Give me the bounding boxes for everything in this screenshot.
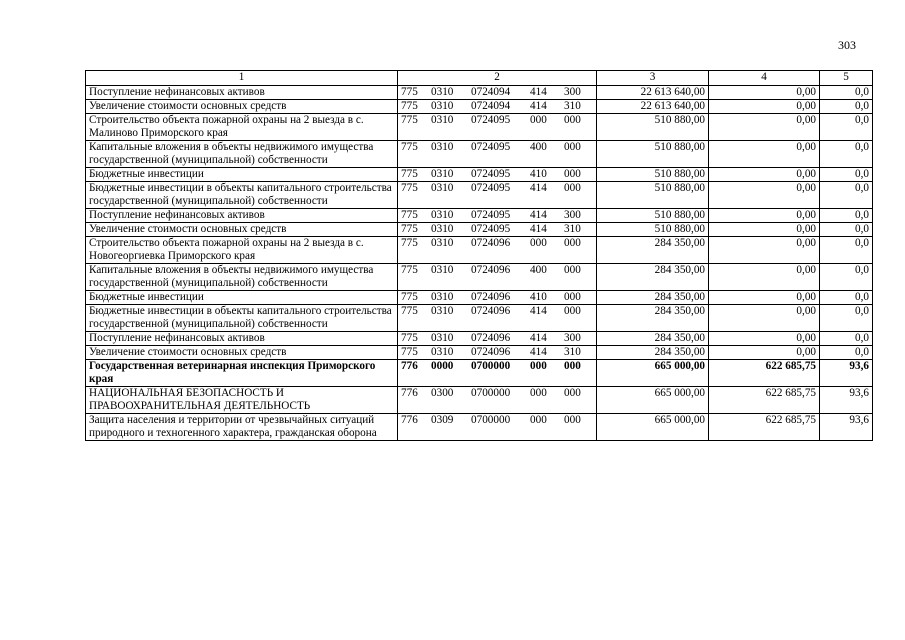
actual-amount: 0,00 <box>709 237 820 264</box>
classification-codes <box>398 86 597 100</box>
classification-codes <box>398 264 597 291</box>
classification-codes <box>398 360 597 387</box>
classification-codes <box>398 182 597 209</box>
code-value: 0724095 <box>471 114 511 126</box>
code-value: 414 <box>530 209 547 221</box>
code-value: 414 <box>530 86 547 98</box>
code-value: 0310 <box>431 346 454 358</box>
classification-codes <box>398 223 597 237</box>
code-value: 000 <box>564 237 581 249</box>
code-value: 000 <box>530 114 547 126</box>
table-row <box>86 209 873 223</box>
actual-amount: 622 685,75 <box>709 414 820 441</box>
planned-amount: 510 880,00 <box>597 209 709 223</box>
code-value: 0724095 <box>471 209 511 221</box>
planned-amount: 284 350,00 <box>597 291 709 305</box>
planned-amount: 284 350,00 <box>597 305 709 332</box>
planned-amount: 284 350,00 <box>597 346 709 360</box>
code-value: 414 <box>530 100 547 112</box>
code-value: 000 <box>530 360 547 372</box>
code-value: 000 <box>564 264 581 276</box>
execution-percent: 0,0 <box>820 182 873 209</box>
code-value: 0700000 <box>471 360 511 372</box>
code-value: 0310 <box>431 86 454 98</box>
planned-amount: 510 880,00 <box>597 141 709 168</box>
code-value: 000 <box>530 414 547 426</box>
table-row <box>86 305 873 332</box>
code-value: 0724095 <box>471 223 511 235</box>
execution-percent: 0,0 <box>820 86 873 100</box>
row-name: Строительство объекта пожарной охраны на 2 выезда в с. Малиново Приморского края <box>86 114 398 141</box>
execution-percent: 0,0 <box>820 332 873 346</box>
row-name: Бюджетные инвестиции в объекты капитального строительства государственной (муниципальной) собственности <box>86 305 398 332</box>
code-value: 0724096 <box>471 291 511 303</box>
code-value: 775 <box>401 209 418 221</box>
actual-amount: 0,00 <box>709 332 820 346</box>
execution-percent: 0,0 <box>820 346 873 360</box>
classification-codes <box>398 346 597 360</box>
execution-percent: 93,6 <box>820 387 873 414</box>
code-value: 414 <box>530 332 547 344</box>
execution-percent: 0,0 <box>820 141 873 168</box>
planned-amount: 510 880,00 <box>597 168 709 182</box>
planned-amount: 665 000,00 <box>597 387 709 414</box>
code-value: 400 <box>530 264 547 276</box>
code-value: 0724096 <box>471 305 511 317</box>
row-name: Государственная ветеринарная инспекция Приморского края <box>86 360 398 387</box>
table-row <box>86 100 873 114</box>
row-name: Увеличение стоимости основных средств <box>86 223 398 237</box>
code-value: 775 <box>401 100 418 112</box>
row-name: Поступление нефинансовых активов <box>86 332 398 346</box>
code-value: 775 <box>401 305 418 317</box>
planned-amount: 284 350,00 <box>597 264 709 291</box>
code-value: 0724096 <box>471 264 511 276</box>
code-value: 0310 <box>431 291 454 303</box>
table-row <box>86 182 873 209</box>
row-name: Капитальные вложения в объекты недвижимого имущества государственной (муниципальной) собственности <box>86 264 398 291</box>
row-name: Бюджетные инвестиции <box>86 168 398 182</box>
classification-codes <box>398 209 597 223</box>
actual-amount: 0,00 <box>709 264 820 291</box>
code-value: 000 <box>564 291 581 303</box>
actual-amount: 0,00 <box>709 114 820 141</box>
code-value: 0310 <box>431 182 454 194</box>
code-value: 414 <box>530 346 547 358</box>
code-value: 0724095 <box>471 168 511 180</box>
code-value: 0310 <box>431 168 454 180</box>
classification-codes <box>398 305 597 332</box>
code-value: 0724094 <box>471 86 511 98</box>
actual-amount: 0,00 <box>709 291 820 305</box>
code-value: 414 <box>530 305 547 317</box>
planned-amount: 510 880,00 <box>597 223 709 237</box>
execution-percent: 0,0 <box>820 100 873 114</box>
code-value: 0300 <box>431 387 454 399</box>
classification-codes <box>398 114 597 141</box>
code-value: 0700000 <box>471 387 511 399</box>
code-value: 0724096 <box>471 332 511 344</box>
actual-amount: 0,00 <box>709 223 820 237</box>
code-value: 775 <box>401 237 418 249</box>
actual-amount: 0,00 <box>709 305 820 332</box>
code-value: 310 <box>564 346 581 358</box>
execution-percent: 93,6 <box>820 414 873 441</box>
code-value: 300 <box>564 332 581 344</box>
actual-amount: 0,00 <box>709 182 820 209</box>
code-value: 0310 <box>431 114 454 126</box>
row-name: Бюджетные инвестиции в объекты капитального строительства государственной (муниципальной) собственности <box>86 182 398 209</box>
code-value: 000 <box>564 168 581 180</box>
row-name: Строительство объекта пожарной охраны на 2 выезда в с. Новогеоргиевка Приморского края <box>86 237 398 264</box>
classification-codes <box>398 414 597 441</box>
table-row <box>86 291 873 305</box>
code-value: 0724094 <box>471 100 511 112</box>
code-value: 775 <box>401 291 418 303</box>
classification-codes <box>398 237 597 264</box>
code-value: 0000 <box>431 360 454 372</box>
code-value: 410 <box>530 168 547 180</box>
table-row <box>86 223 873 237</box>
code-value: 000 <box>564 387 581 399</box>
execution-percent: 0,0 <box>820 291 873 305</box>
execution-percent: 0,0 <box>820 114 873 141</box>
row-name: Защита населения и территории от чрезвычайных ситуаций природного и техногенного характера, гражданская оборона <box>86 414 398 441</box>
actual-amount: 0,00 <box>709 141 820 168</box>
code-value: 000 <box>564 305 581 317</box>
classification-codes <box>398 332 597 346</box>
classification-codes <box>398 141 597 168</box>
execution-percent: 0,0 <box>820 305 873 332</box>
planned-amount: 510 880,00 <box>597 114 709 141</box>
code-value: 414 <box>530 182 547 194</box>
code-value: 0724096 <box>471 237 511 249</box>
code-value: 000 <box>564 114 581 126</box>
row-name: Увеличение стоимости основных средств <box>86 346 398 360</box>
row-name: Увеличение стоимости основных средств <box>86 100 398 114</box>
code-value: 0310 <box>431 209 454 221</box>
execution-percent: 0,0 <box>820 264 873 291</box>
table-row <box>86 141 873 168</box>
planned-amount: 510 880,00 <box>597 182 709 209</box>
planned-amount: 284 350,00 <box>597 332 709 346</box>
actual-amount: 0,00 <box>709 346 820 360</box>
table-row <box>86 387 873 414</box>
code-value: 400 <box>530 141 547 153</box>
execution-percent: 0,0 <box>820 168 873 182</box>
table-row <box>86 237 873 264</box>
actual-amount: 0,00 <box>709 86 820 100</box>
code-value: 775 <box>401 346 418 358</box>
classification-codes <box>398 291 597 305</box>
planned-amount: 284 350,00 <box>597 237 709 264</box>
planned-amount: 665 000,00 <box>597 360 709 387</box>
code-value: 000 <box>530 387 547 399</box>
row-name: Капитальные вложения в объекты недвижимого имущества государственной (муниципальной) собственности <box>86 141 398 168</box>
column-number-row <box>86 71 873 86</box>
code-value: 414 <box>530 223 547 235</box>
page-number: 303 <box>838 38 856 52</box>
classification-codes <box>398 100 597 114</box>
code-value: 776 <box>401 387 418 399</box>
planned-amount: 22 613 640,00 <box>597 86 709 100</box>
classification-codes <box>398 387 597 414</box>
code-value: 775 <box>401 86 418 98</box>
table-row <box>86 414 873 441</box>
code-value: 0309 <box>431 414 454 426</box>
code-value: 775 <box>401 141 418 153</box>
table-row <box>86 114 873 141</box>
table-row <box>86 168 873 182</box>
code-value: 0310 <box>431 100 454 112</box>
table-row <box>86 86 873 100</box>
code-value: 0310 <box>431 332 454 344</box>
code-value: 310 <box>564 223 581 235</box>
execution-percent: 0,0 <box>820 237 873 264</box>
planned-amount: 665 000,00 <box>597 414 709 441</box>
planned-amount: 22 613 640,00 <box>597 100 709 114</box>
execution-percent: 0,0 <box>820 223 873 237</box>
code-value: 775 <box>401 332 418 344</box>
code-value: 775 <box>401 223 418 235</box>
actual-amount: 0,00 <box>709 209 820 223</box>
actual-amount: 0,00 <box>709 100 820 114</box>
column-header: 5 <box>820 71 873 86</box>
execution-percent: 93,6 <box>820 360 873 387</box>
code-value: 0310 <box>431 305 454 317</box>
row-name: Поступление нефинансовых активов <box>86 86 398 100</box>
code-value: 300 <box>564 209 581 221</box>
code-value: 775 <box>401 182 418 194</box>
budget-table <box>85 70 873 441</box>
column-header: 1 <box>86 71 398 86</box>
code-value: 000 <box>564 141 581 153</box>
code-value: 0310 <box>431 223 454 235</box>
code-value: 0724096 <box>471 346 511 358</box>
code-value: 310 <box>564 100 581 112</box>
code-value: 0310 <box>431 141 454 153</box>
column-header: 3 <box>597 71 709 86</box>
code-value: 000 <box>564 360 581 372</box>
code-value: 0700000 <box>471 414 511 426</box>
code-value: 775 <box>401 168 418 180</box>
classification-codes <box>398 168 597 182</box>
table-row <box>86 332 873 346</box>
code-value: 775 <box>401 264 418 276</box>
code-value: 0310 <box>431 264 454 276</box>
execution-percent: 0,0 <box>820 209 873 223</box>
code-value: 000 <box>530 237 547 249</box>
actual-amount: 0,00 <box>709 168 820 182</box>
code-value: 000 <box>564 182 581 194</box>
table-row <box>86 264 873 291</box>
row-name: Бюджетные инвестиции <box>86 291 398 305</box>
column-header: 2 <box>398 71 597 86</box>
code-value: 0724095 <box>471 141 511 153</box>
row-name: Поступление нефинансовых активов <box>86 209 398 223</box>
code-value: 000 <box>564 414 581 426</box>
actual-amount: 622 685,75 <box>709 387 820 414</box>
code-value: 0310 <box>431 237 454 249</box>
code-value: 775 <box>401 114 418 126</box>
table-row <box>86 346 873 360</box>
column-header: 4 <box>709 71 820 86</box>
code-value: 410 <box>530 291 547 303</box>
code-value: 776 <box>401 360 418 372</box>
code-value: 0724095 <box>471 182 511 194</box>
table-row <box>86 360 873 387</box>
code-value: 776 <box>401 414 418 426</box>
actual-amount: 622 685,75 <box>709 360 820 387</box>
code-value: 300 <box>564 86 581 98</box>
row-name: НАЦИОНАЛЬНАЯ БЕЗОПАСНОСТЬ И ПРАВООХРАНИТЕЛЬНАЯ ДЕЯТЕЛЬНОСТЬ <box>86 387 398 414</box>
